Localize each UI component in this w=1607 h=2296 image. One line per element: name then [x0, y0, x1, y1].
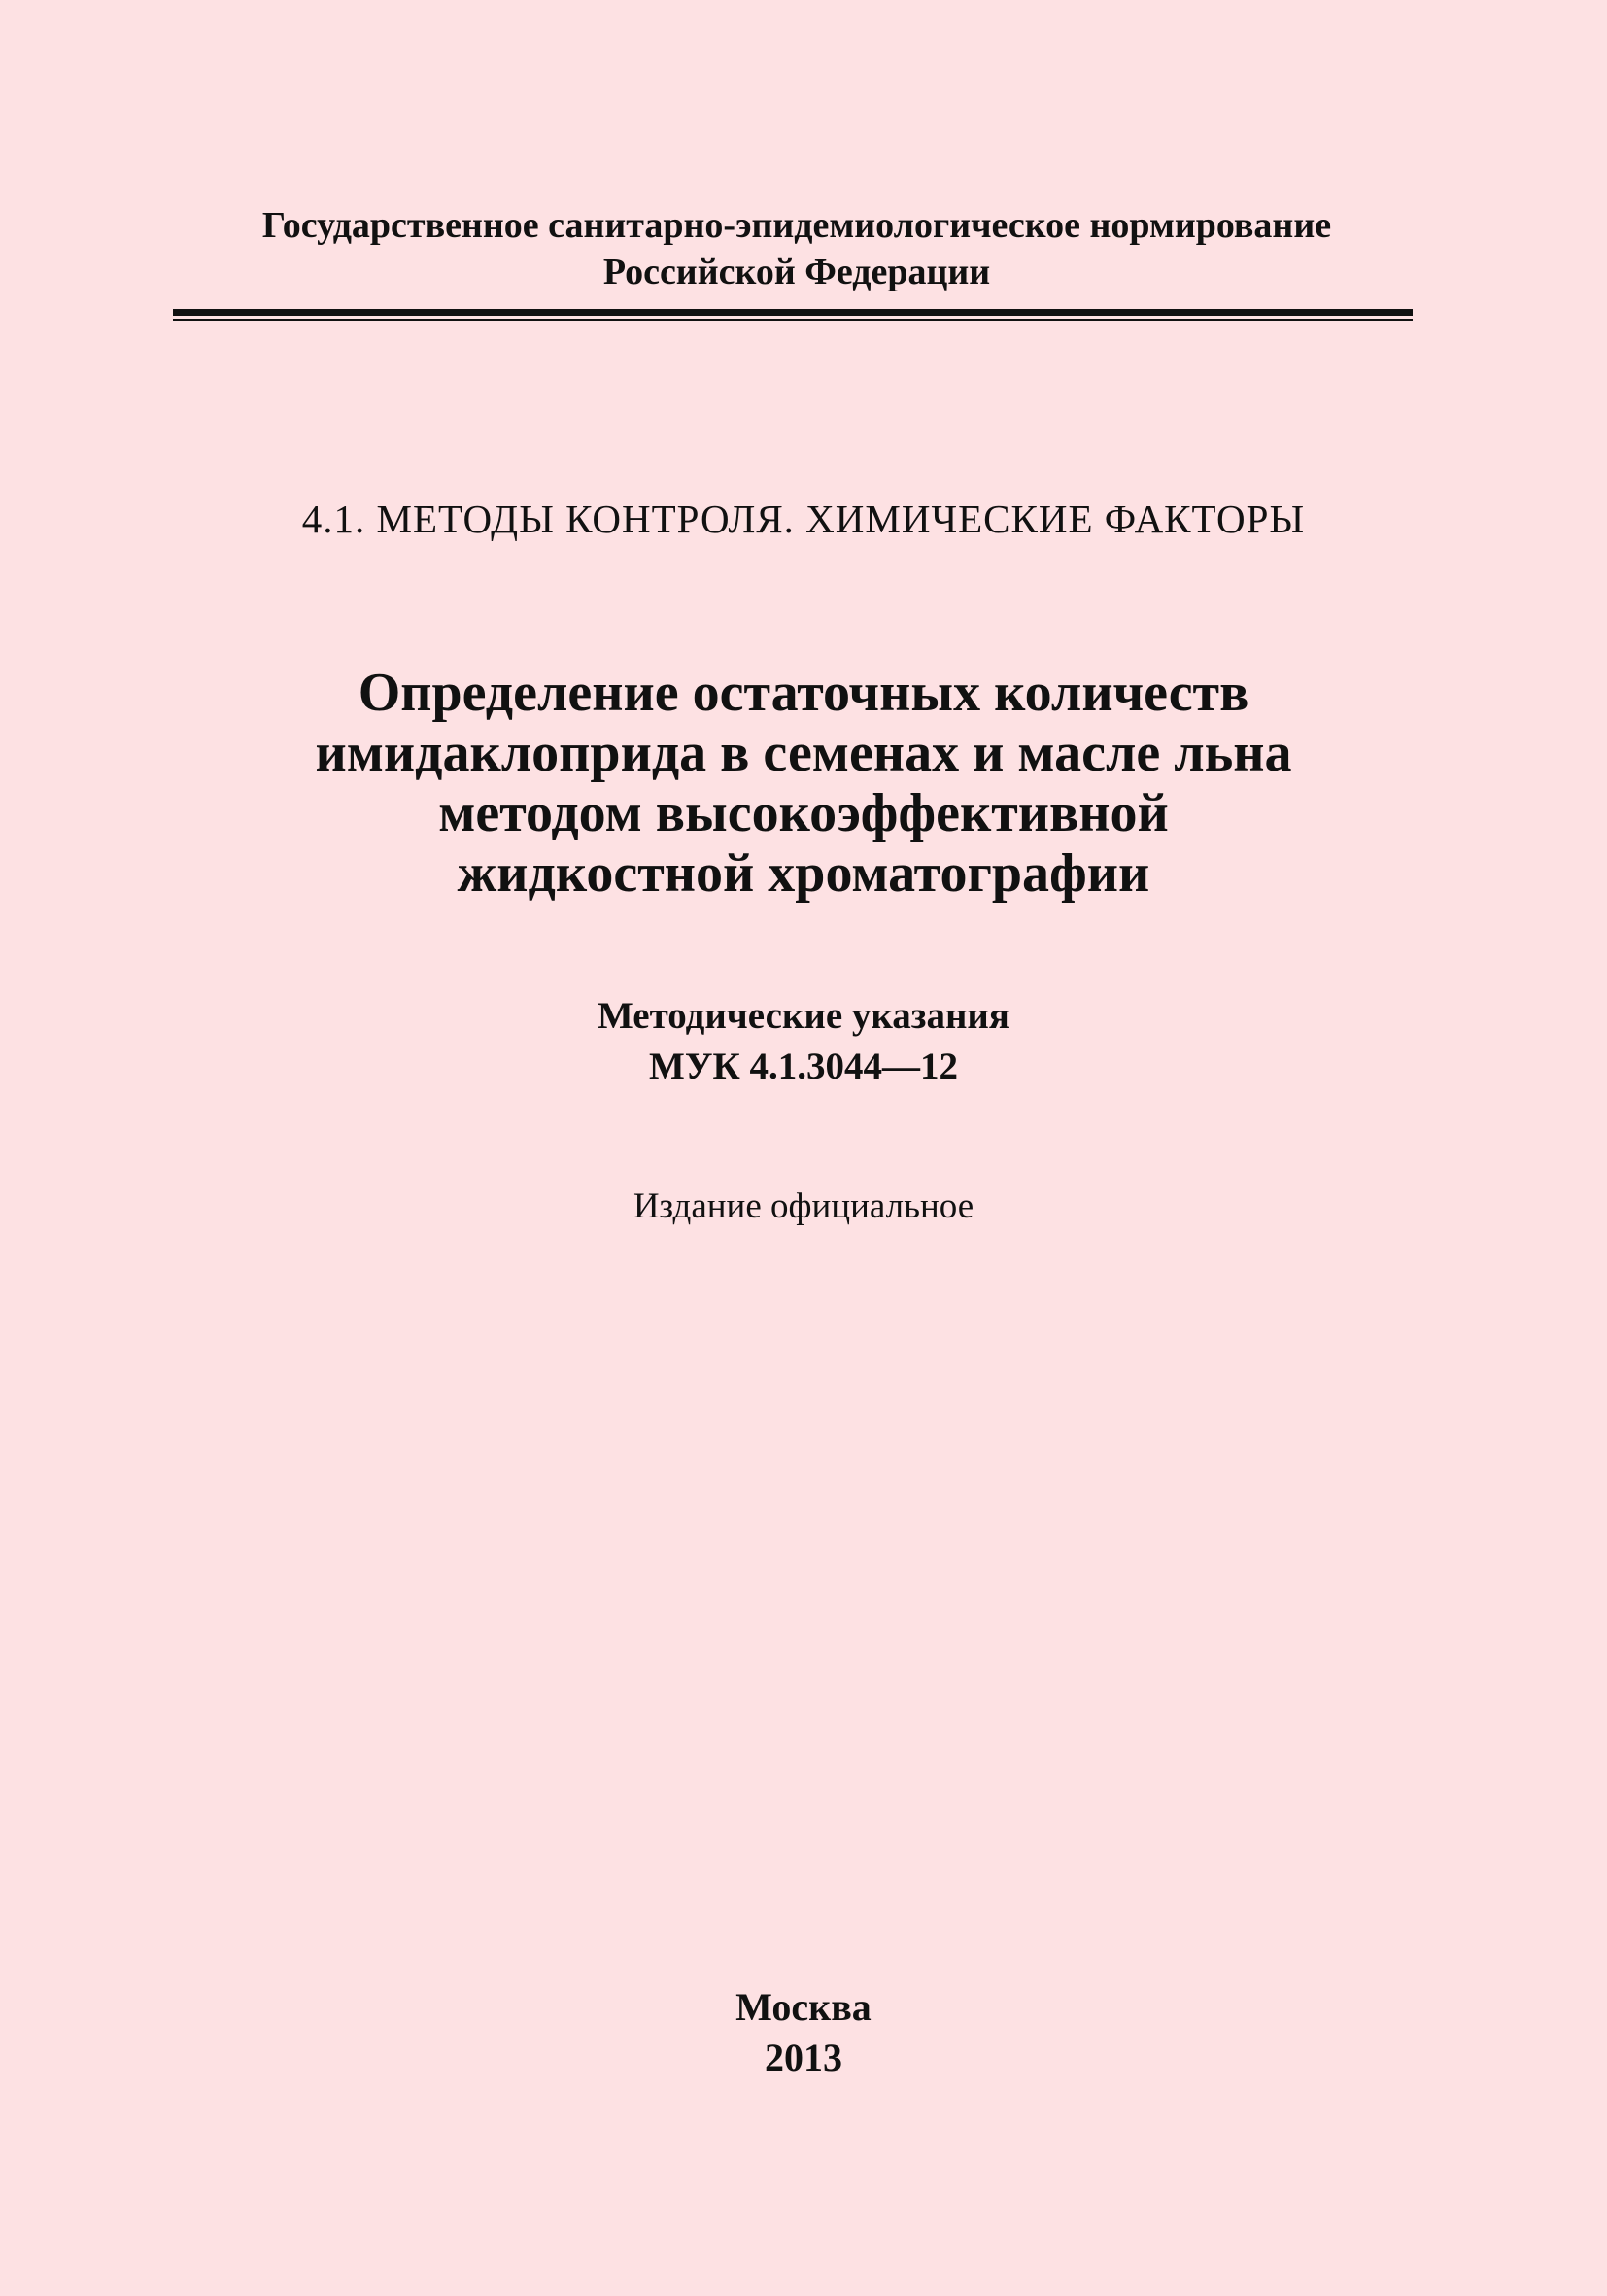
- publication-year: 2013: [765, 2036, 842, 2079]
- publication-city: Москва: [735, 1985, 872, 2029]
- title-line-2: имидаклоприда в семенах и масле льна: [315, 723, 1292, 783]
- title-line-1: Определение остаточных количеств: [358, 663, 1249, 723]
- document-title: [0, 663, 1607, 904]
- document-type: Методические указания: [597, 995, 1009, 1037]
- document-subtitle: [0, 991, 1607, 1092]
- header-line-1: Государственное санитарно-эпидемиологическое нормирование: [261, 205, 1332, 246]
- issuing-body-header: [175, 202, 1419, 295]
- imprint-footer: [0, 1982, 1607, 2083]
- header-rule-thin: [173, 319, 1413, 321]
- edition-note: Издание официальное: [633, 1186, 974, 1226]
- header-line-2: Российской Федерации: [602, 252, 991, 292]
- title-line-4: жидкостной хроматографии: [457, 843, 1150, 904]
- title-line-3: методом высокоэффективной: [438, 783, 1169, 843]
- series-heading: 4.1. МЕТОДЫ КОНТРОЛЯ. ХИМИЧЕСКИЕ ФАКТОРЫ: [301, 497, 1306, 541]
- document-code: МУК 4.1.3044—12: [649, 1045, 958, 1087]
- header-rule-thick: [173, 309, 1413, 316]
